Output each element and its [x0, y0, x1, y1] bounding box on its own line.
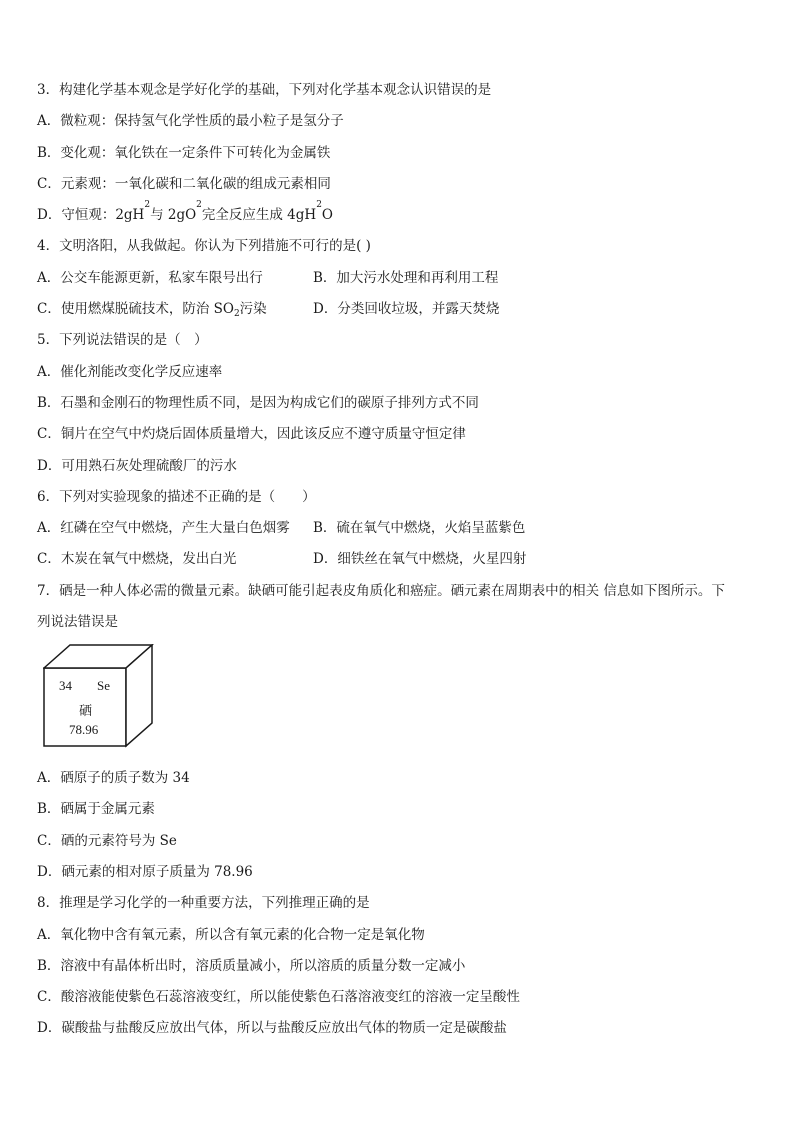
question-4-options-ab: [37, 268, 767, 299]
subscript: 2: [233, 309, 240, 320]
question-5-option-a: A．催化剂能改变化学反应速率: [37, 363, 223, 380]
question-6-stem: 6．下列对实验现象的描述不正确的是（ ）: [37, 488, 316, 505]
option-d-text-1: D．守恒观：2gH: [37, 207, 145, 224]
option-d-text-4: O: [321, 207, 333, 224]
question-8-option-b: B．溶液中有晶体析出时，溶质质量减小，所以溶质的质量分数一定减小: [37, 957, 466, 974]
exam-page: [37, 80, 767, 1050]
question-3-stem: 3．构建化学基本观念是学好化学的基础，下列对化学基本观念认识错误的是: [37, 82, 492, 98]
option-c-text-2: 污染: [239, 301, 267, 318]
question-6-options-ab: [37, 518, 767, 549]
question-4-option-b: B．加大污水处理和再利用工程: [313, 269, 499, 286]
question-6-option-c: C．木炭在氧气中燃烧，发出白光: [37, 551, 237, 568]
question-8-option-c: C．酸溶液能使紫色石蕊溶液变红，所以能使紫色石落溶液变红的溶液一定呈酸性: [37, 989, 520, 1006]
element-cell-cube: [43, 644, 155, 748]
question-7-stem-line-2: 列说法错误是: [37, 614, 118, 631]
question-8-stem: 8．推理是学习化学的一种重要方法，下列推理正确的是: [37, 895, 370, 912]
question-7-option-b: B．硒属于金属元素: [37, 801, 155, 818]
element-cell-figure: [37, 644, 767, 764]
option-d-text-3: 完全反应生成 4gH: [201, 207, 317, 224]
question-4-option-c: [37, 299, 313, 319]
question-7-option-a: A．硒原子的质子数为 34: [37, 770, 190, 787]
question-5-option-b: B．石墨和金刚石的物理性质不同，是因为构成它们的碳原子排列方式不同: [37, 394, 479, 411]
question-5-option-c: C．铜片在空气中灼烧后固体质量增大，因此该反应不遵守质量守恒定律: [37, 426, 466, 443]
question-5-option-d: D．可用熟石灰处理硫酸厂的污水: [37, 457, 237, 474]
question-6-option-a: A．红磷在空气中燃烧，产生大量白色烟雾: [37, 520, 290, 537]
question-5-stem: 5．下列说法错误的是（ ）: [37, 332, 208, 349]
question-6-option-b: B．硫在氧气中燃烧，火焰呈蓝紫色: [313, 520, 526, 537]
option-c-text-1: C．使用燃煤脱硫技术，防治 SO: [37, 301, 234, 318]
question-3-option-d: D．守恒观：2gH 2 与 2gO 2 完全反应生成 4gH 2 O: [37, 200, 333, 224]
option-d-text-2: 与 2gO: [150, 207, 197, 224]
question-4-option-d: D．分类回收垃圾，并露天焚烧: [313, 301, 500, 318]
question-3-option-c: C．元素观：一氧化碳和二氧化碳的组成元素相同: [37, 175, 331, 192]
question-6-options-cd: [37, 549, 767, 580]
question-4-option-a: A．公交车能源更新，私家车限号出行: [37, 269, 263, 286]
question-7-option-d: D．硒元素的相对原子质量为 78.96: [37, 863, 253, 880]
question-8-option-a: A．氧化物中含有氧元素，所以含有氧元素的化合物一定是氧化物: [37, 926, 425, 943]
question-3-option-b: B．变化观：氧化铁在一定条件下可转化为金属铁: [37, 144, 331, 161]
question-7-stem-line-1: 7．硒是一种人体必需的微量元素。缺硒可能引起表皮角质化和癌症。硒元素在周期表中的相关 信息如下图所示。下: [37, 582, 725, 599]
atomic-mass: 78.96: [69, 722, 99, 738]
question-4-options-cd: [37, 299, 767, 330]
question-4-stem: 4．文明洛阳，从我做起。你认为下列措施不可行的是( ): [37, 238, 371, 255]
element-symbol: Se: [97, 678, 110, 694]
question-8-option-d: D．碳酸盐与盐酸反应放出气体，所以与盐酸反应放出气体的物质一定是碳酸盐: [37, 1020, 507, 1037]
question-7-option-c: C．硒的元素符号为 Se: [37, 832, 177, 849]
question-6-option-d: D．细铁丝在氧气中燃烧，火星四射: [313, 551, 527, 568]
atomic-number: 34: [59, 678, 72, 694]
element-name: 硒: [79, 703, 93, 719]
question-3-option-a: A．微粒观：保持氢气化学性质的最小粒子是氢分子: [37, 113, 344, 130]
